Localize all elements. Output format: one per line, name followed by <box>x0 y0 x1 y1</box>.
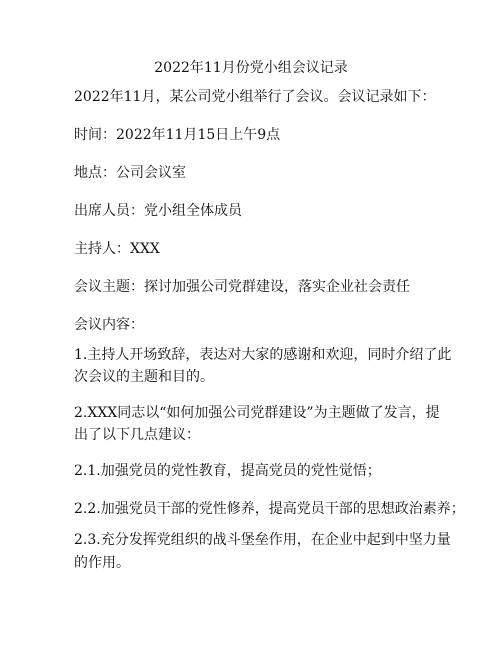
paragraph-topic: 会议主题：探讨加强公司党群建设，落实企业社会责任 <box>74 279 410 295</box>
paragraph-item-2-line-1: 2.XXX同志以“如何加强公司党群建设”为主题做了发言，提 <box>74 405 440 421</box>
document-title: 2022年11月份党小组会议记录 <box>154 60 348 76</box>
paragraph-item-2-3-line-2: 的作用。 <box>74 555 130 571</box>
paragraph-intro: 2022年11月，某公司党小组举行了会议。会议记录如下： <box>74 89 436 105</box>
paragraph-attendees: 出席人员：党小组全体成员 <box>74 203 242 219</box>
paragraph-content-heading: 会议内容： <box>74 317 144 333</box>
paragraph-item-1-line-2: 次会议的主题和目的。 <box>74 369 214 385</box>
paragraph-item-2-1: 2.1.加强党员的党性教育，提高党员的党性觉悟； <box>74 463 381 479</box>
paragraph-location: 地点：公司会议室 <box>74 165 186 181</box>
paragraph-time: 时间：2022年11月15日上午9点 <box>74 127 281 143</box>
paragraph-host: 主持人：XXX <box>74 241 160 257</box>
paragraph-item-2-2: 2.2.加强党员干部的党性修养，提高党员干部的思想政治素养； <box>74 501 465 517</box>
paragraph-item-2-3-line-1: 2.3.充分发挥党组织的战斗堡垒作用，在企业中起到中坚力量 <box>74 532 451 548</box>
paragraph-item-2-line-2: 出了以下几点建议： <box>74 427 200 443</box>
paragraph-item-1-line-1: 1.主持人开场致辞，表达对大家的感谢和欢迎，同时介绍了此 <box>74 347 452 363</box>
